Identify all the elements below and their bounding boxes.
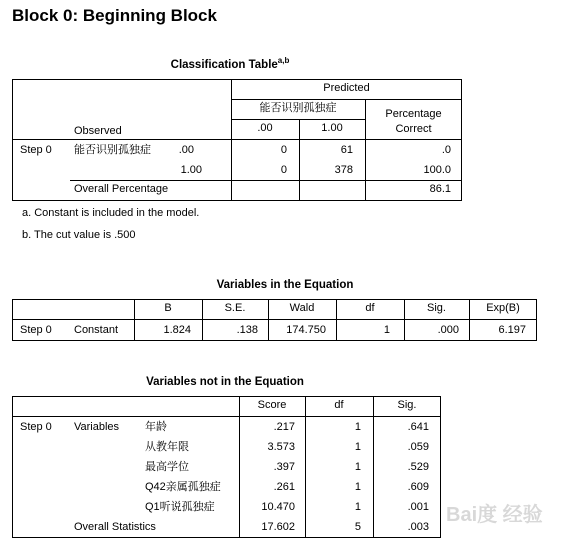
table-cell: 0 [280, 164, 287, 176]
footnote-a: a. Constant is included in the model. [22, 207, 200, 219]
watermark: Bai度 经验 [446, 504, 543, 526]
table-cell: 1 [354, 421, 361, 433]
step-label: Step 0 [20, 144, 52, 156]
table-cell: .000 [437, 324, 459, 336]
table-cell: 61 [340, 144, 353, 156]
table-cell: 1 [383, 324, 390, 336]
column-header-df: df [365, 302, 375, 314]
col-header-100: 1.00 [321, 122, 343, 134]
table-cell: 6.197 [498, 324, 526, 336]
table-cell: 17.602 [261, 521, 295, 533]
column-header-expb: Exp(B) [486, 302, 520, 314]
column-header-se: S.E. [224, 302, 246, 314]
table-cell: 1 [354, 441, 361, 453]
table-cell: .138 [236, 324, 258, 336]
variable-name: 年龄 [145, 421, 167, 433]
table-cell: .059 [407, 441, 429, 453]
column-header-wald: Wald [289, 302, 315, 314]
table-cell: 3.573 [267, 441, 295, 453]
table-cell: 1 [354, 501, 361, 513]
column-header-sig: Sig. [397, 399, 417, 411]
variable-name: 从教年限 [145, 441, 189, 453]
vars-not-title: Variables not in the Equation [146, 376, 304, 388]
percentage-header-1: Percentage [385, 108, 442, 120]
overall-percentage-label: Overall Percentage [74, 183, 169, 195]
row-level: 1.00 [180, 164, 202, 176]
table-cell: 0 [280, 144, 287, 156]
variable-name: Q1听说孤独症 [145, 501, 215, 513]
table-cell: .001 [407, 501, 429, 513]
vars-in-title: Variables in the Equation [216, 279, 354, 291]
table-cell: 1 [354, 461, 361, 473]
row-level: .00 [178, 144, 194, 156]
constant-label: Constant [74, 324, 119, 336]
variables-group-label: Variables [74, 421, 120, 433]
variable-name: 最高学位 [145, 461, 189, 473]
table-cell: 1 [354, 481, 361, 493]
overall-percentage-value: 86.1 [429, 183, 451, 195]
table-cell: .641 [407, 421, 429, 433]
classification-table-title [120, 56, 340, 71]
col-header-00: .00 [257, 122, 273, 134]
step-label: Step 0 [20, 324, 52, 336]
table-cell: .003 [407, 521, 429, 533]
table-cell: .261 [273, 481, 295, 493]
dependent-var-header: 能否识别孤独症 [259, 102, 337, 114]
step-label: Step 0 [20, 421, 52, 433]
column-header-score: Score [257, 399, 287, 411]
table-cell: 378 [334, 164, 353, 176]
column-header-df: df [334, 399, 344, 411]
overall-statistics-label: Overall Statistics [74, 521, 156, 533]
variable-name: Q42亲属孤独症 [145, 481, 221, 493]
table-cell: 100.0 [423, 164, 451, 176]
table-cell: 174.750 [286, 324, 326, 336]
column-header-sig: Sig. [427, 302, 446, 314]
footnote-b: b. The cut value is .500 [22, 229, 136, 241]
predicted-header: Predicted [323, 82, 370, 94]
table-cell: .217 [273, 421, 295, 433]
table-cell: 5 [354, 521, 361, 533]
percentage-header-2: Correct [395, 123, 432, 135]
observed-header: Observed [74, 125, 122, 137]
page-title: Block 0: Beginning Block [12, 6, 217, 25]
table-cell: .529 [407, 461, 429, 473]
classification-title-sup: a,b [277, 56, 290, 65]
row-variable-label: 能否识别孤独症 [74, 144, 151, 156]
column-header-b: B [164, 302, 172, 314]
table-cell: .0 [441, 144, 451, 156]
table-cell: .609 [407, 481, 429, 493]
table-cell: 1.824 [163, 324, 191, 336]
table-cell: 10.470 [261, 501, 295, 513]
classification-title-text: Classification Table [170, 58, 278, 71]
table-cell: .397 [273, 461, 295, 473]
